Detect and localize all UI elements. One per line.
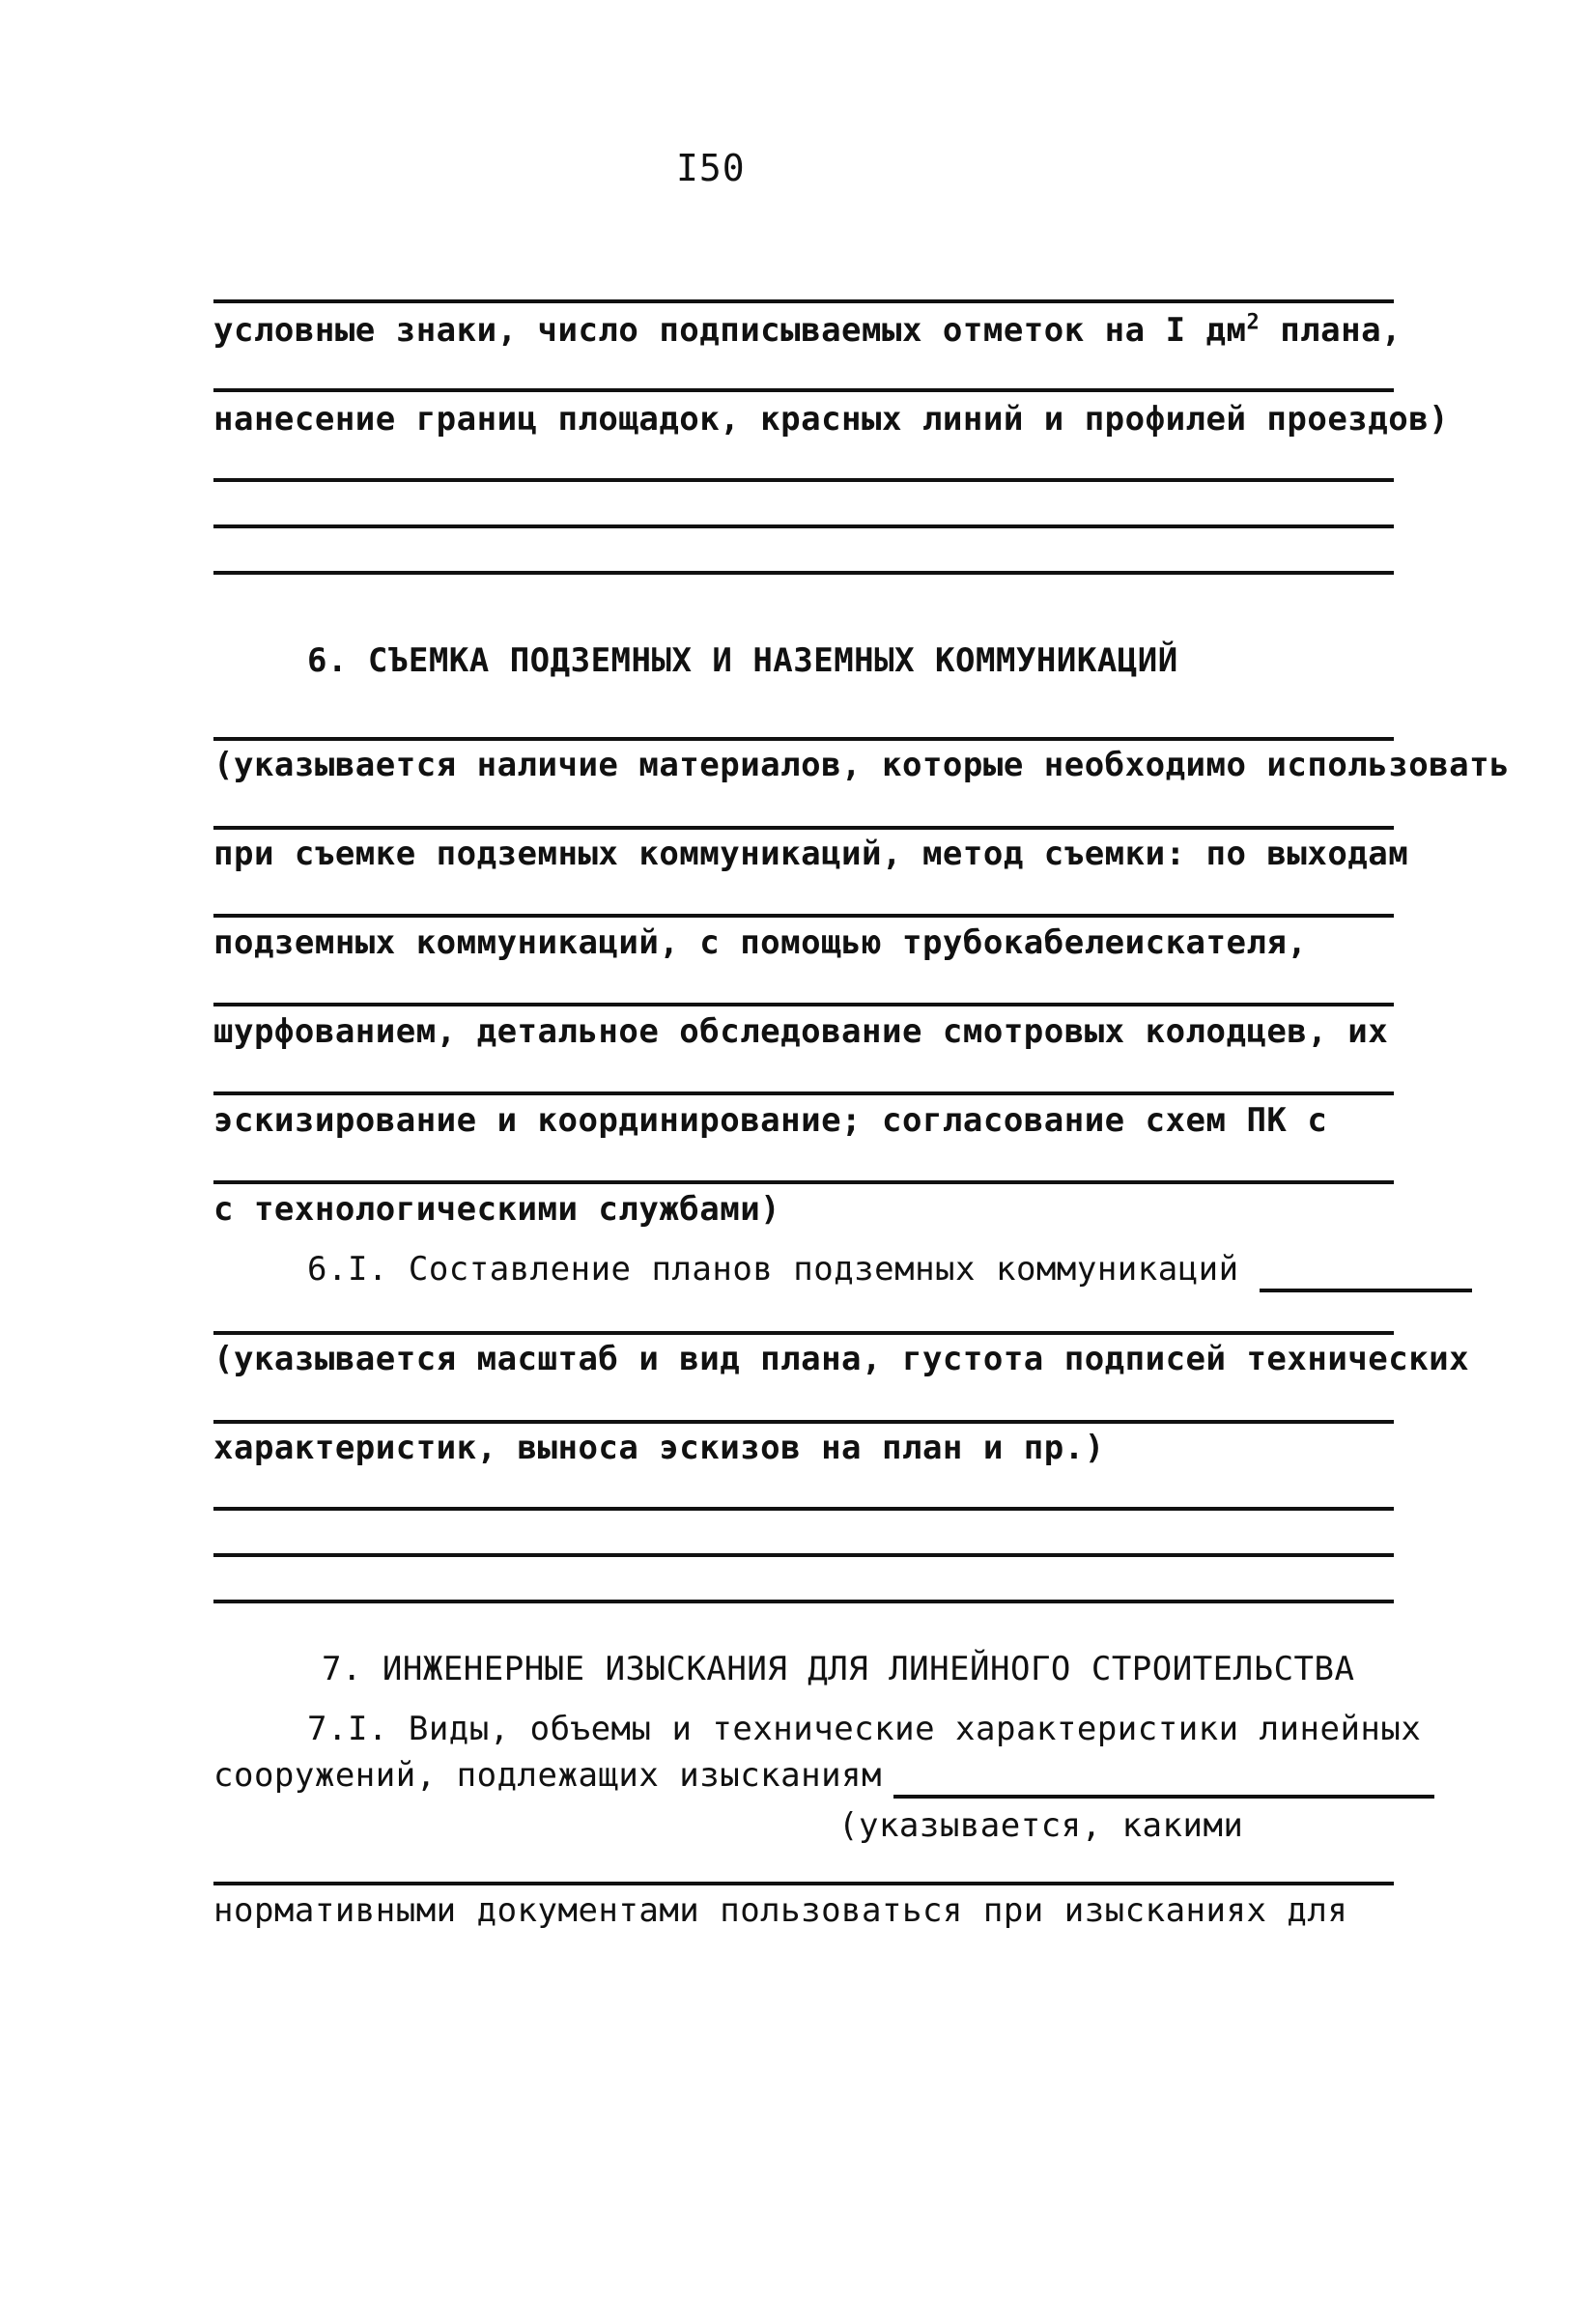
section5-note-line-1: [213, 311, 1402, 350]
item-7-1-line-2-text: сооружений, подлежащих изысканиям: [213, 1756, 883, 1795]
form-rule: [213, 1180, 1394, 1184]
section6-note-line-2: при съемке подземных коммуникаций, метод съемки: по выходам: [213, 835, 1409, 873]
form-rule: [213, 737, 1394, 741]
form-rule: [213, 826, 1394, 830]
section6-heading: 6. СЪЕМКА ПОДЗЕМНЫХ И НАЗЕМНЫХ КОММУНИКАЦИЙ: [307, 641, 1178, 680]
item-6-1-fill-blank: [1260, 1250, 1472, 1292]
form-rule: [213, 571, 1394, 575]
item-6-1-note-line-2: характеристик, выноса эскизов на план и пр.): [213, 1429, 1105, 1467]
form-rule: [213, 914, 1394, 918]
section5-note-line-1-text: условные знаки, число подписываемых отметок на I дм: [213, 311, 1247, 350]
section6-note-line-4: шурфованием, детальное обследование смотровых колодцев, их: [213, 1012, 1389, 1051]
section7-heading: 7. ИНЖЕНЕРНЫЕ ИЗЫСКАНИЯ ДЛЯ ЛИНЕЙНОГО СТРОИТЕЛЬСТВА: [322, 1650, 1355, 1688]
section6-note-line-6: с технологическими службами): [213, 1190, 781, 1229]
form-rule: [213, 478, 1394, 482]
form-rule: [213, 1091, 1394, 1095]
form-rule: [213, 1882, 1394, 1885]
form-rule: [213, 1507, 1394, 1511]
superscript-2: 2: [1246, 310, 1261, 335]
section6-note-line-5: эскизирование и координирование; согласование схем ПК с: [213, 1101, 1328, 1140]
item-6-1-label: 6.I. Составление планов подземных коммуникаций: [307, 1250, 1239, 1289]
page-number: I50: [676, 147, 746, 189]
form-rule: [213, 1003, 1394, 1006]
form-rule: [213, 388, 1394, 392]
item-7-1-fill-blank: [893, 1756, 1434, 1799]
item-7-1-line-2: [213, 1756, 1434, 1799]
item-6-1-note-line-1: (указывается масштаб и вид плана, густота подписей технических: [213, 1340, 1470, 1378]
section6-note-line-3: подземных коммуникаций, с помощью трубокабелеискателя,: [213, 923, 1308, 962]
section5-note-line-1-end: плана,: [1260, 311, 1403, 350]
form-rule: [213, 1553, 1394, 1557]
form-rule: [213, 1331, 1394, 1335]
form-rule: [213, 299, 1394, 303]
form-rule: [213, 1420, 1394, 1424]
section5-note-line-2: нанесение границ площадок, красных линий и профилей проездов): [213, 400, 1450, 439]
form-rule: [213, 1600, 1394, 1603]
item-7-1-line-1: 7.I. Виды, объемы и технические характеристики линейных: [307, 1710, 1422, 1748]
item-7-1-note-line-2: нормативными документами пользоваться при изысканиях для: [213, 1891, 1348, 1930]
item-6-1-line: [307, 1250, 1472, 1292]
item-7-1-note-line-1: (указывается, какими: [838, 1806, 1244, 1845]
section6-note-line-1: (указывается наличие материалов, которые необходимо использовать: [213, 746, 1511, 784]
form-rule: [213, 524, 1394, 528]
